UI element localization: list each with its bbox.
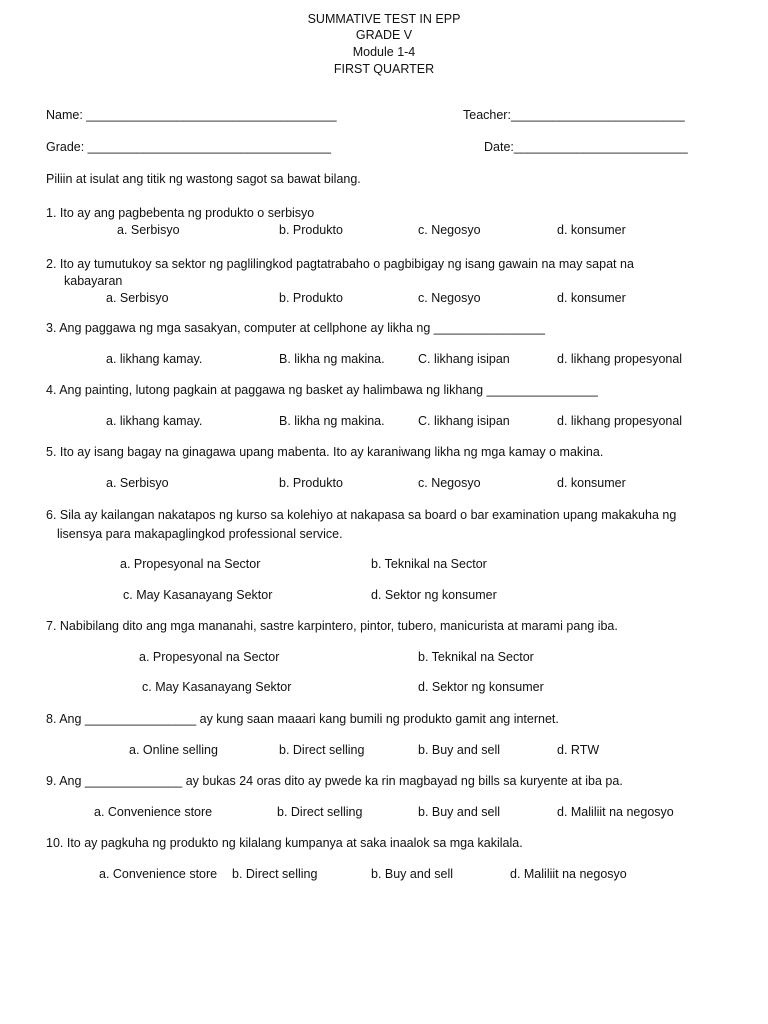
q6-choice-d: d. Sektor ng konsumer <box>371 588 497 602</box>
q10-choice-d: d. Maliliit na negosyo <box>510 867 627 881</box>
q3-choice-a: a. likhang kamay. <box>106 352 203 366</box>
q7-choice-b: b. Teknikal na Sector <box>418 650 534 664</box>
question-8-text: 8. Ang ________________ ay kung saan maaari kang bumili ng produkto gamit ang internet. <box>46 712 559 726</box>
q10-choice-a: a. Convenience store <box>99 867 218 881</box>
q7-choice-a: a. Propesyonal na Sector <box>139 650 280 664</box>
quarter-label: FIRST QUARTER <box>333 62 435 76</box>
q2-choice-c: c. Negosyo <box>418 291 481 305</box>
q9-choice-c: b. Buy and sell <box>418 805 500 819</box>
q4-choice-b: B. likha ng makina. <box>279 414 385 428</box>
question-4-text: 4. Ang painting, lutong pagkain at paggawa ng basket ay halimbawa ng likhang ________________ <box>46 383 598 397</box>
question-6-text: 6. Sila ay kailangan nakatapos ng kurso sa kolehiyo at nakapasa sa board o bar examination upang makakuha ng <box>46 508 677 522</box>
q2-choice-d: d. konsumer <box>557 291 626 305</box>
name-field: Name: ____________________________________ <box>46 108 337 122</box>
q6-choice-a: a. Propesyonal na Sector <box>120 557 261 571</box>
q5-choice-b: b. Produkto <box>279 476 343 490</box>
module-range: Module 1-4 <box>352 45 416 59</box>
date-field: Date:_________________________ <box>484 140 688 154</box>
q9-choice-d: d. Maliliit na negosyo <box>557 805 674 819</box>
q3-choice-d: d. likhang propesyonal <box>557 352 683 366</box>
q8-choice-b: b. Direct selling <box>279 743 365 757</box>
q8-choice-d: d. RTW <box>557 743 600 757</box>
question-2-text: 2. Ito ay tumutukoy sa sektor ng paglilingkod pagtatrabaho o pagbibigay ng isang gawain na may sapat na <box>46 257 634 271</box>
q6-choice-b: b. Teknikal na Sector <box>371 557 487 571</box>
q2-choice-a: a. Serbisyo <box>106 291 169 305</box>
grade-field: Grade: ___________________________________ <box>46 140 332 154</box>
q10-choice-c: b. Buy and sell <box>371 867 453 881</box>
question-9-text: 9. Ang ______________ ay bukas 24 oras dito ay pwede ka rin magbayad ng bills sa kuryente at iba pa. <box>46 774 623 788</box>
q5-choice-a: a. Serbisyo <box>106 476 169 490</box>
q1-choice-a: a. Serbisyo <box>117 223 180 237</box>
question-6-text-cont: lisensya para makapaglingkod professional service. <box>57 527 343 541</box>
q10-choice-b: b. Direct selling <box>232 867 318 881</box>
q2-choice-b: b. Produkto <box>279 291 343 305</box>
q1-choice-c: c. Negosyo <box>418 223 481 237</box>
q8-choice-a: a. Online selling <box>129 743 218 757</box>
q9-choice-b: b. Direct selling <box>277 805 363 819</box>
q4-choice-c: C. likhang isipan <box>418 414 510 428</box>
question-1-text: 1. Ito ay ang pagbebenta ng produkto o serbisyo <box>46 206 315 220</box>
question-10-text: 10. Ito ay pagkuha ng produkto ng kilalang kumpanya at saka inaalok sa mga kakilala. <box>46 836 523 850</box>
q8-choice-c: b. Buy and sell <box>418 743 500 757</box>
q5-choice-d: d. konsumer <box>557 476 626 490</box>
q4-choice-a: a. likhang kamay. <box>106 414 203 428</box>
q1-choice-b: b. Produkto <box>279 223 343 237</box>
q9-choice-a: a. Convenience store <box>94 805 213 819</box>
question-2-text-cont: kabayaran <box>64 274 123 288</box>
q3-choice-b: B. likha ng makina. <box>279 352 385 366</box>
instructions: Piliin at isulat ang titik ng wastong sagot sa bawat bilang. <box>46 172 361 186</box>
q7-choice-d: d. Sektor ng konsumer <box>418 680 544 694</box>
grade-level: GRADE V <box>355 28 413 42</box>
q6-choice-c: c. May Kasanayang Sektor <box>123 588 273 602</box>
q5-choice-c: c. Negosyo <box>418 476 481 490</box>
teacher-field: Teacher:_________________________ <box>463 108 685 122</box>
q7-choice-c: c. May Kasanayang Sektor <box>142 680 292 694</box>
question-7-text: 7. Nabibilang dito ang mga mananahi, sastre karpintero, pintor, tubero, manicurista at marami pang iba. <box>46 619 618 633</box>
q3-choice-c: C. likhang isipan <box>418 352 510 366</box>
q1-choice-d: d. konsumer <box>557 223 626 237</box>
question-3-text: 3. Ang paggawa ng mga sasakyan, computer at cellphone ay likha ng ________________ <box>46 321 545 335</box>
q4-choice-d: d. likhang propesyonal <box>557 414 683 428</box>
question-5-text: 5. Ito ay isang bagay na ginagawa upang mabenta. Ito ay karaniwang likha ng mga kamay o makina. <box>46 445 604 459</box>
test-title: SUMMATIVE TEST IN EPP <box>307 12 461 26</box>
